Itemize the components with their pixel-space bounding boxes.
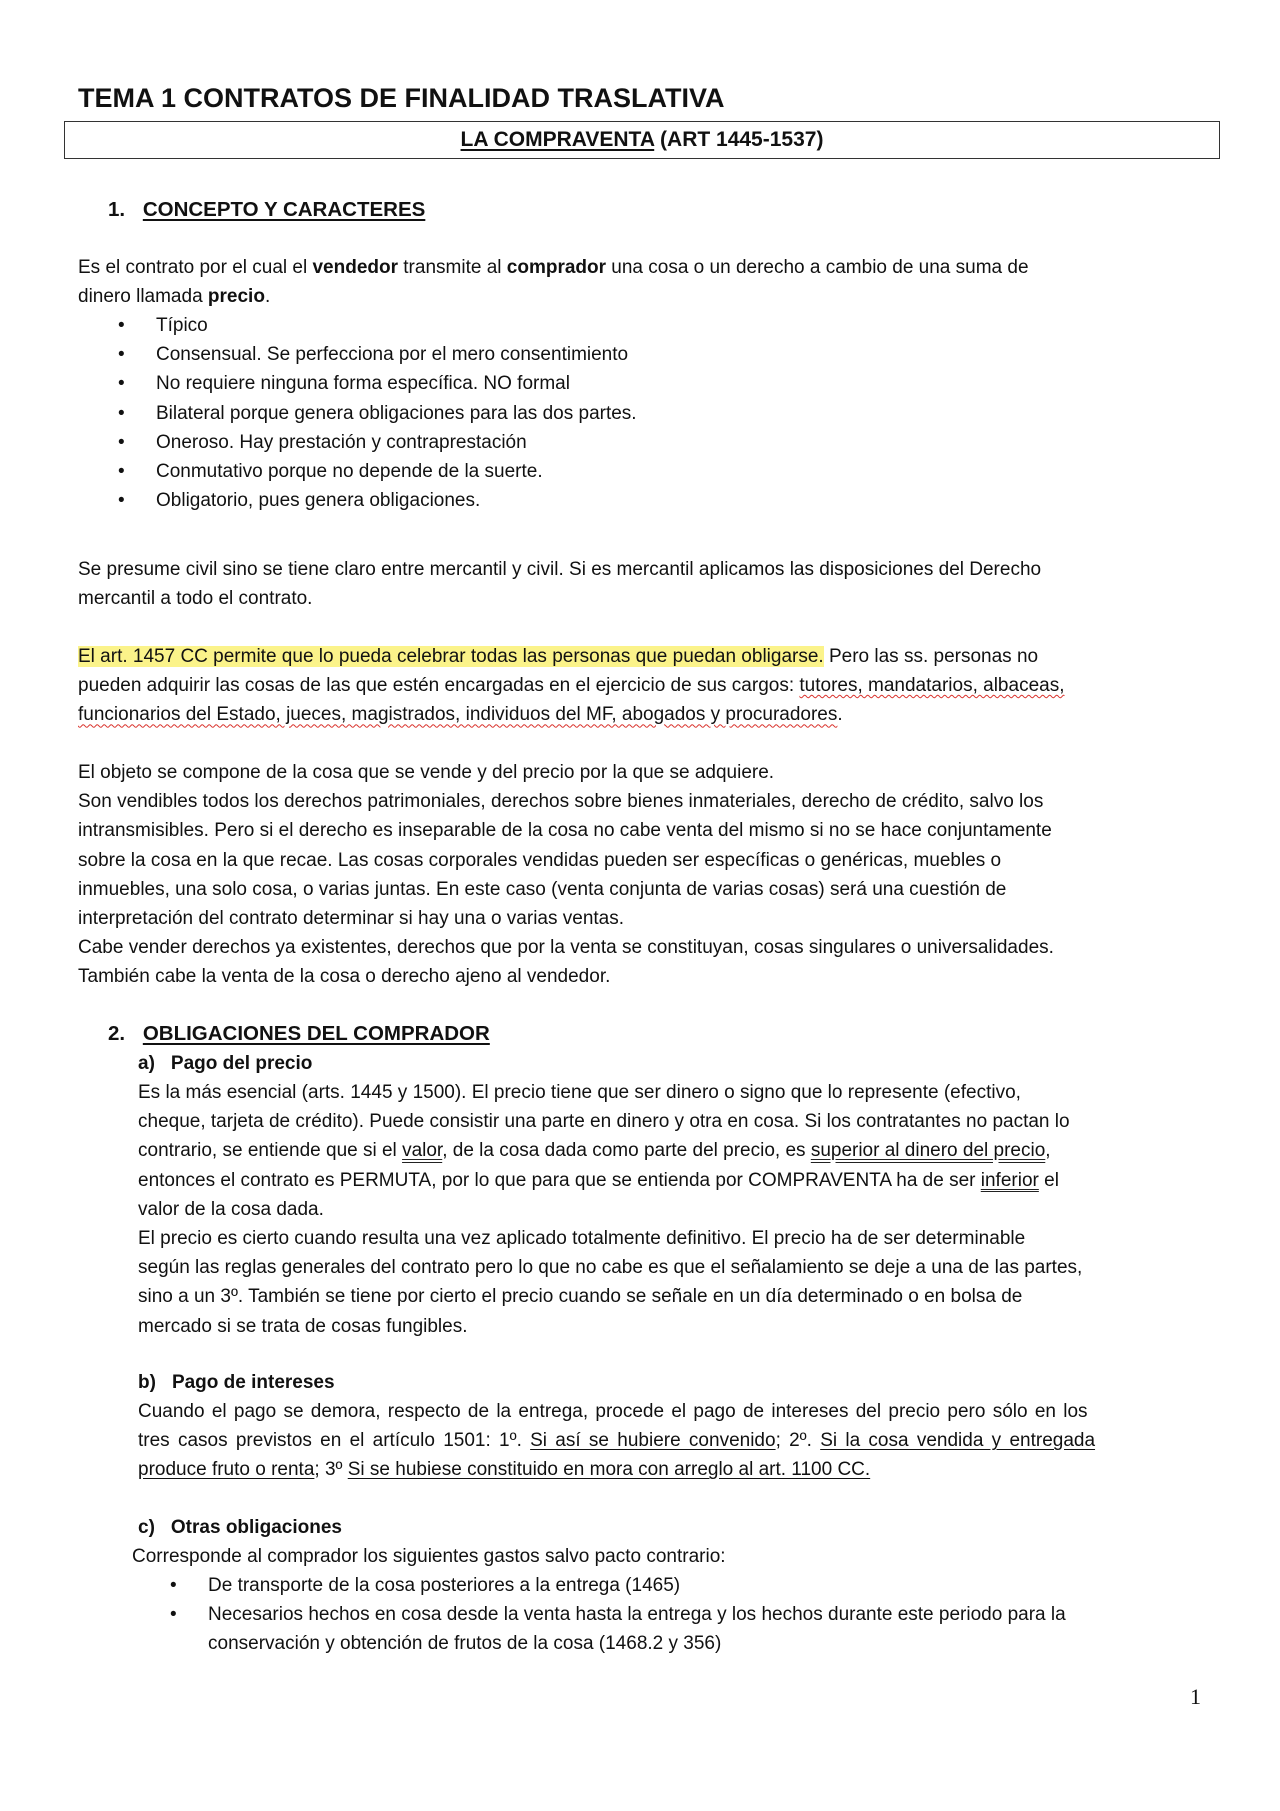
list-item: • No requiere ninguna forma específica. NO formal <box>118 373 570 395</box>
section-1-number: 1. <box>108 198 126 221</box>
list-item: • Obligatorio, pues genera obligaciones. <box>118 490 481 512</box>
section-1-title: CONCEPTO Y CARACTERES <box>142 198 426 221</box>
section-2-title: OBLIGACIONES DEL COMPRADOR <box>142 1022 490 1045</box>
list-item: • Bilateral porque genera obligaciones para las dos partes. <box>118 402 637 424</box>
box-title-rest: (ART 1445-1537) <box>654 128 824 151</box>
list-item: • Oneroso. Hay prestación y contraprestación <box>118 431 527 453</box>
section-2-heading <box>108 1020 490 1048</box>
subsection-c-intro: Corresponde al comprador los siguientes gastos salvo pacto contrario: <box>132 1546 726 1567</box>
spellcheck-underline: tutores, mandatarios, albaceas, <box>799 675 1065 697</box>
subsection-a-heading: a) Pago del precio <box>138 1053 313 1074</box>
characteristics-list <box>118 311 637 515</box>
list-item: • De transporte de la cosa posteriores a la entrega (1465) <box>170 1575 681 1596</box>
subsection-b-body: Cuando el pago se demora, respecto de la entrega, procede el pago de intereses del precio pero sólo en los tres casos previstos en el artículo 1501: 1º. Si así se hubiere convenido; 2º. Si la cosa vendida y entregada produce fruto o renta; 3º Si se hubiese constituido en mora con arreglo al art. 1100 CC. <box>138 1401 1096 1481</box>
list-item: • Conmutativo porque no depende de la suerte. <box>118 460 543 482</box>
art-1457-paragraph: El art. 1457 CC permite que lo pueda celebrar todas las personas que puedan obligarse. Pero las ss. personas no pueden adquirir las cosas de las que estén encargadas en el ejercicio de sus cargos: tutores, mandatarios, albaceas, funcionarios del Estado, jueces, magistrados, individuos del MF, abogados y procuradores. <box>78 646 1065 726</box>
box-title <box>64 125 1220 155</box>
document-title: TEMA 1 CONTRATOS DE FINALIDAD TRASLATIVA <box>78 83 725 113</box>
list-item: conservación y obtención de frutos de la cosa (1468.2 y 356) <box>208 1633 722 1655</box>
section-2-number: 2. <box>108 1022 126 1045</box>
highlighted-text: El art. 1457 CC permite que lo pueda celebrar todas las personas que puedan obligarse. <box>78 646 824 667</box>
list-item: • Consensual. Se perfecciona por el mero consentimiento <box>118 344 629 366</box>
subsection-a-body: Es la más esencial (arts. 1445 y 1500). El precio tiene que ser dinero o signo que lo represente (efectivo, cheque, tarjeta de crédito). Puede consistir una parte en dinero y otra en cosa. Si los contratantes no pactan lo contrario, se entiende que si el valor, de la cosa dada como parte del precio, es superior al dinero del precio, entonces el contrato es PERMUTA, por lo que para que se entienda por COMPRAVENTA ha de ser inferior el valor de la cosa dada. El precio es cierto cuando resulta una vez aplicado totalmente definitivo. El precio ha de ser determinable según las reglas generales del contrato pero lo que no cabe es que el señalamiento se deje a una de las partes, sino a un 3º. También se tiene por cierto el precio cuando se señale en un día determinado o en bolsa de mercado si se trata de cosas fungibles. <box>138 1082 1083 1337</box>
objeto-paragraph: El objeto se compone de la cosa que se vende y del precio por la que se adquiere. Son vendibles todos los derechos patrimoniales, derechos sobre bienes inmateriales, derecho de crédito, salvo los intransmisibles. Pero si el derecho es inseparable de la cosa no cabe venta del mismo si no se hace conjuntamente sobre la cosa en la que recae. Las cosas corporales vendidas pueden ser específicas o genéricas, muebles o inmuebles, una solo cosa, o varias juntas. En este caso (venta conjunta de varias cosas) será una cuestión de interpretación del contrato determinar si hay una o varias ventas. Cabe vender derechos ya existentes, derechos que por la venta se constituyan, cosas singulares o universalidades. También cabe la venta de la cosa o derecho ajeno al vendedor. <box>78 762 1054 988</box>
subsection-b-heading: b) Pago de intereses <box>138 1372 335 1393</box>
subsection-c-heading: c) Otras obligaciones <box>138 1517 342 1538</box>
page-number: 1 <box>1190 1684 1201 1709</box>
spellcheck-underline: funcionarios del Estado, jueces, magistrados, individuos del MF, abogados y procuradores <box>78 704 838 726</box>
civil-paragraph: Se presume civil sino se tiene claro entre mercantil y civil. Si es mercantil aplicamos las disposiciones del Derecho mercantil a todo el contrato. <box>78 559 1042 610</box>
section-1-heading <box>108 196 425 224</box>
list-item: • Necesarios hechos en cosa desde la venta hasta la entrega y los hechos durante este periodo para la <box>170 1604 1066 1626</box>
list-item: • Típico <box>118 315 208 336</box>
box-title-underlined: LA COMPRAVENTA <box>460 128 655 151</box>
concept-paragraph: Es el contrato por el cual el vendedor transmite al comprador una cosa o un derecho a cambio de una suma de dinero llamada precio. <box>78 257 1029 308</box>
expenses-list <box>170 1571 1066 1659</box>
